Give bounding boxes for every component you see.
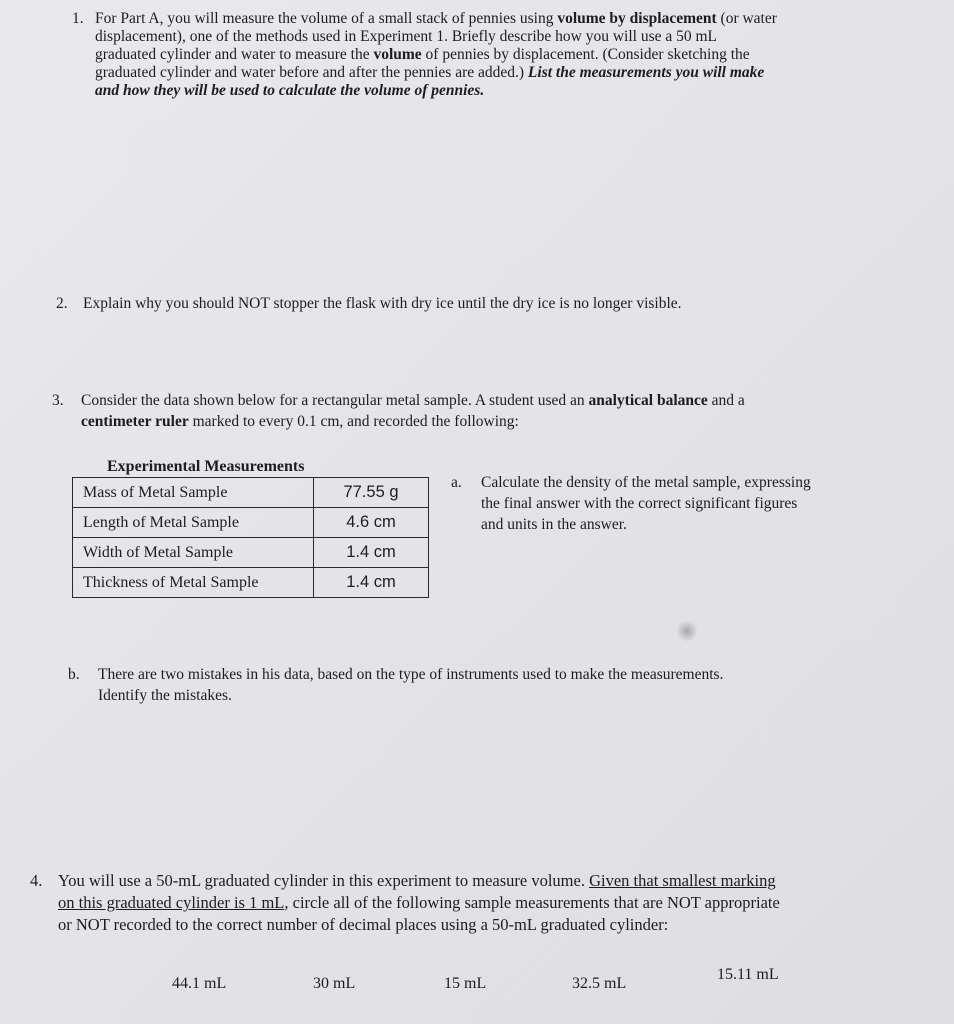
row-value: 1.4 cm	[314, 568, 429, 598]
measurements-table	[72, 477, 429, 598]
row-label: Length of Metal Sample	[73, 508, 314, 538]
q1-line-3: graduated cylinder and water to measure the volume of pennies by displacement. (Consider sketching the	[95, 46, 750, 63]
option-15-11: 15.11 mL	[717, 966, 779, 983]
option-30: 30 mL	[313, 975, 356, 992]
row-value: 77.55 g	[314, 478, 429, 508]
q2-text: Explain why you should NOT stopper the flask with dry ice until the dry ice is no longer visible.	[83, 295, 682, 312]
part-a-line-1: Calculate the density of the metal sample, expressing	[481, 474, 811, 491]
part-b-line-2: Identify the mistakes.	[98, 687, 232, 704]
part-b-line-1: There are two mistakes in his data, based on the type of instruments used to make the measurements.	[98, 666, 724, 683]
option-15: 15 mL	[444, 975, 487, 992]
table-row	[73, 508, 429, 538]
q1-line-5: and how they will be used to calculate the volume of pennies.	[95, 82, 485, 99]
question-4	[30, 870, 930, 936]
table-row	[73, 478, 429, 508]
q4-line-3: or NOT recorded to the correct number of decimal places using a 50-mL graduated cylinder:	[58, 915, 669, 934]
q4-line-2: on this graduated cylinder is 1 mL, circle all of the following sample measurements that are NOT appropriate	[58, 893, 780, 912]
q3-line-2: centimeter ruler marked to every 0.1 cm, and recorded the following:	[81, 413, 519, 430]
q4-line-1: You will use a 50-mL graduated cylinder in this experiment to measure volume. Given that smallest marking	[58, 871, 776, 890]
row-label: Mass of Metal Sample	[73, 478, 314, 508]
question-3	[52, 390, 892, 432]
row-value: 4.6 cm	[314, 508, 429, 538]
q1-line-4: graduated cylinder and water before and after the pennies are added.) List the measurements you will make	[95, 64, 765, 81]
question-number: 3.	[52, 392, 64, 409]
option-44-1: 44.1 mL	[172, 975, 227, 992]
part-a-line-2: the final answer with the correct significant figures	[481, 495, 798, 512]
q3-part-b	[68, 664, 898, 706]
table-row	[73, 538, 429, 568]
row-label: Thickness of Metal Sample	[73, 568, 314, 598]
table-title: Experimental Measurements	[107, 458, 305, 475]
question-number: 4.	[30, 871, 43, 890]
question-number: 1.	[72, 10, 84, 27]
q3-part-a	[451, 472, 891, 535]
question-2	[56, 295, 876, 313]
option-32-5: 32.5 mL	[572, 975, 627, 992]
q1-line-2: displacement), one of the methods used in Experiment 1. Briefly describe how you will use a 50 mL	[95, 28, 718, 45]
question-number: 2.	[56, 295, 68, 312]
smudge-mark	[676, 620, 698, 642]
q3-line-1: Consider the data shown below for a rectangular metal sample. A student used an analytical balance and a	[81, 392, 745, 409]
question-1	[72, 10, 872, 100]
part-letter: a.	[451, 474, 462, 491]
part-a-line-3: and units in the answer.	[481, 516, 627, 533]
row-value: 1.4 cm	[314, 538, 429, 568]
part-letter: b.	[68, 666, 80, 683]
q1-line-1: For Part A, you will measure the volume of a small stack of pennies using volume by displacement (or water	[95, 10, 777, 27]
row-label: Width of Metal Sample	[73, 538, 314, 568]
table-row	[73, 568, 429, 598]
